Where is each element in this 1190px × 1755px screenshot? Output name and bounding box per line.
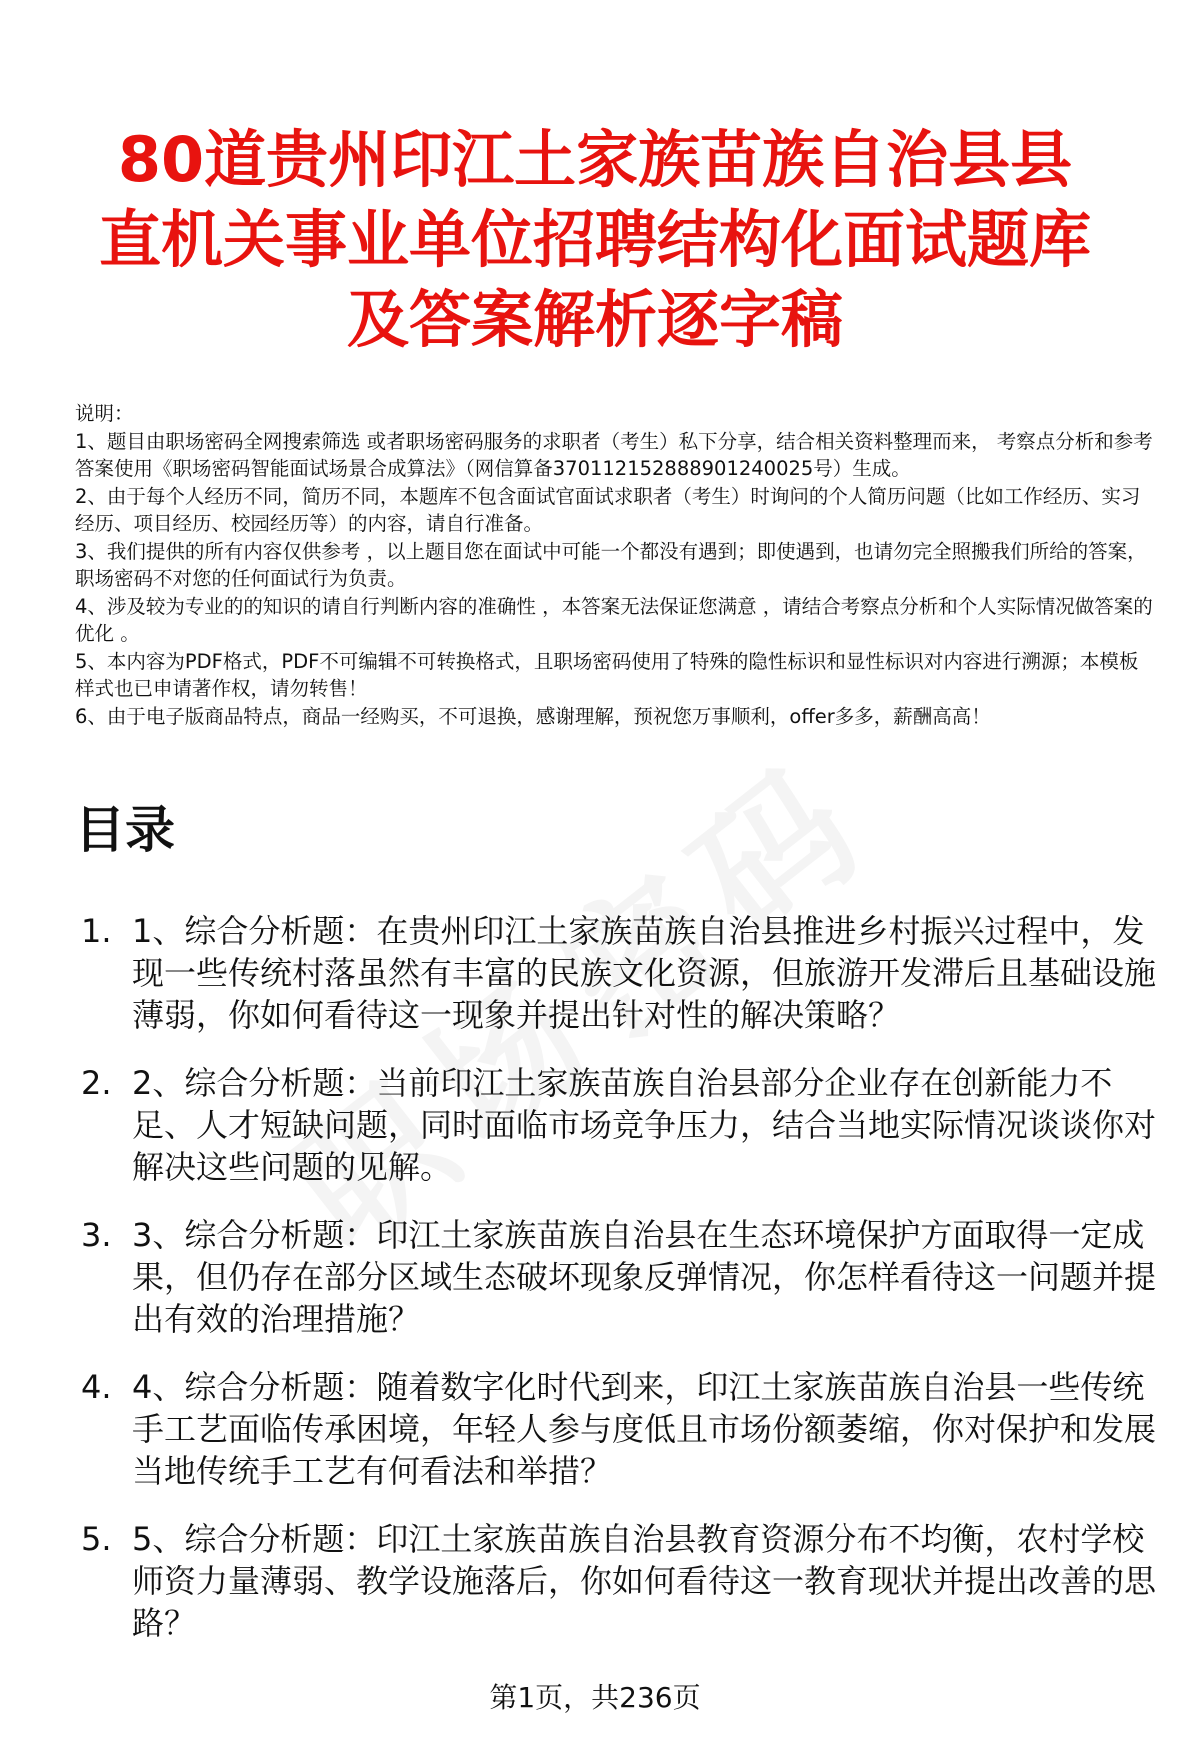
toc-item-number: 5.	[81, 1520, 112, 1558]
notes-section	[75, 400, 1155, 730]
toc-item[interactable]	[75, 1062, 1175, 1188]
toc-item-number: 3.	[81, 1216, 112, 1254]
toc-item[interactable]	[75, 1518, 1175, 1644]
toc-item[interactable]	[75, 1214, 1175, 1340]
note-item: 6、由于电子版商品特点，商品一经购买，不可退换，感谢理解，预祝您万事顺利，offer多多，薪酬高高！	[75, 704, 991, 728]
toc-item-number: 2.	[81, 1064, 112, 1102]
toc-item-number: 4.	[81, 1368, 112, 1406]
toc-item-text: 1、综合分析题：在贵州印江土家族苗族自治县推进乡村振兴过程中，发现一些传统村落虽然有丰富的民族文化资源，但旅游开发滞后且基础设施薄弱，你如何看待这一现象并提出针对性的解决策略？	[132, 912, 1157, 1034]
toc-item-text: 5、综合分析题：印江土家族苗族自治县教育资源分布不均衡，农村学校师资力量薄弱、教学设施落后，你如何看待这一教育现状并提出改善的思路？	[132, 1520, 1157, 1642]
toc-item[interactable]	[75, 910, 1175, 1036]
toc-item-text: 4、综合分析题：随着数字化时代到来，印江土家族苗族自治县一些传统手工艺面临传承困境，年轻人参与度低且市场份额萎缩，你对保护和发展当地传统手工艺有何看法和举措？	[132, 1368, 1157, 1490]
note-item: 1、题目由职场密码全网搜索筛选 或者职场密码服务的求职者（考生）私下分享，结合相关资料整理而来， 考察点分析和参考答案使用《职场密码智能面试场景合成算法》（网信算备370112152888901240025号）生成。	[75, 429, 1153, 480]
page-footer: 第1页，共236页	[489, 1681, 701, 1714]
notes-label: 说明：	[75, 402, 134, 425]
toc-item-number: 1.	[81, 912, 112, 950]
toc-heading: 目录	[75, 801, 175, 859]
toc-item-text: 3、综合分析题：印江土家族苗族自治县在生态环境保护方面取得一定成果，但仍存在部分区域生态破坏现象反弹情况，你怎样看待这一问题并提出有效的治理措施？	[132, 1216, 1157, 1338]
toc-item-text: 2、综合分析题：当前印江土家族苗族自治县部分企业存在创新能力不足、人才短缺问题，同时面临市场竞争压力，结合当地实际情况谈谈你对解决这些问题的见解。	[132, 1064, 1157, 1186]
toc-list	[75, 910, 1175, 1670]
note-item: 2、由于每个人经历不同，简历不同，本题库不包含面试官面试求职者（考生）时询问的个人简历问题（比如工作经历、实习经历、项目经历、校园经历等）的内容，请自行准备。	[75, 484, 1141, 535]
note-item: 4、涉及较为专业的的知识的请自行判断内容的准确性 ，本答案无法保证您满意 ，请结合考察点分析和个人实际情况做答案的优化 。	[75, 594, 1153, 645]
document-title: 80道贵州印江土家族苗族自治县县直机关事业单位招聘结构化面试题库及答案解析逐字稿	[98, 123, 1091, 356]
note-item: 5、本内容为PDF格式，PDF不可编辑不可转换格式，且职场密码使用了特殊的隐性标识和显性标识对内容进行溯源；本模板样式也已申请著作权，请勿转售！	[75, 649, 1139, 700]
note-item: 3、我们提供的所有内容仅供参考 ，以上题目您在面试中可能一个都没有遇到；即使遇到，也请勿完全照搬我们所给的答案，职场密码不对您的任何面试行为负责。	[75, 539, 1147, 590]
toc-item[interactable]	[75, 1366, 1175, 1492]
